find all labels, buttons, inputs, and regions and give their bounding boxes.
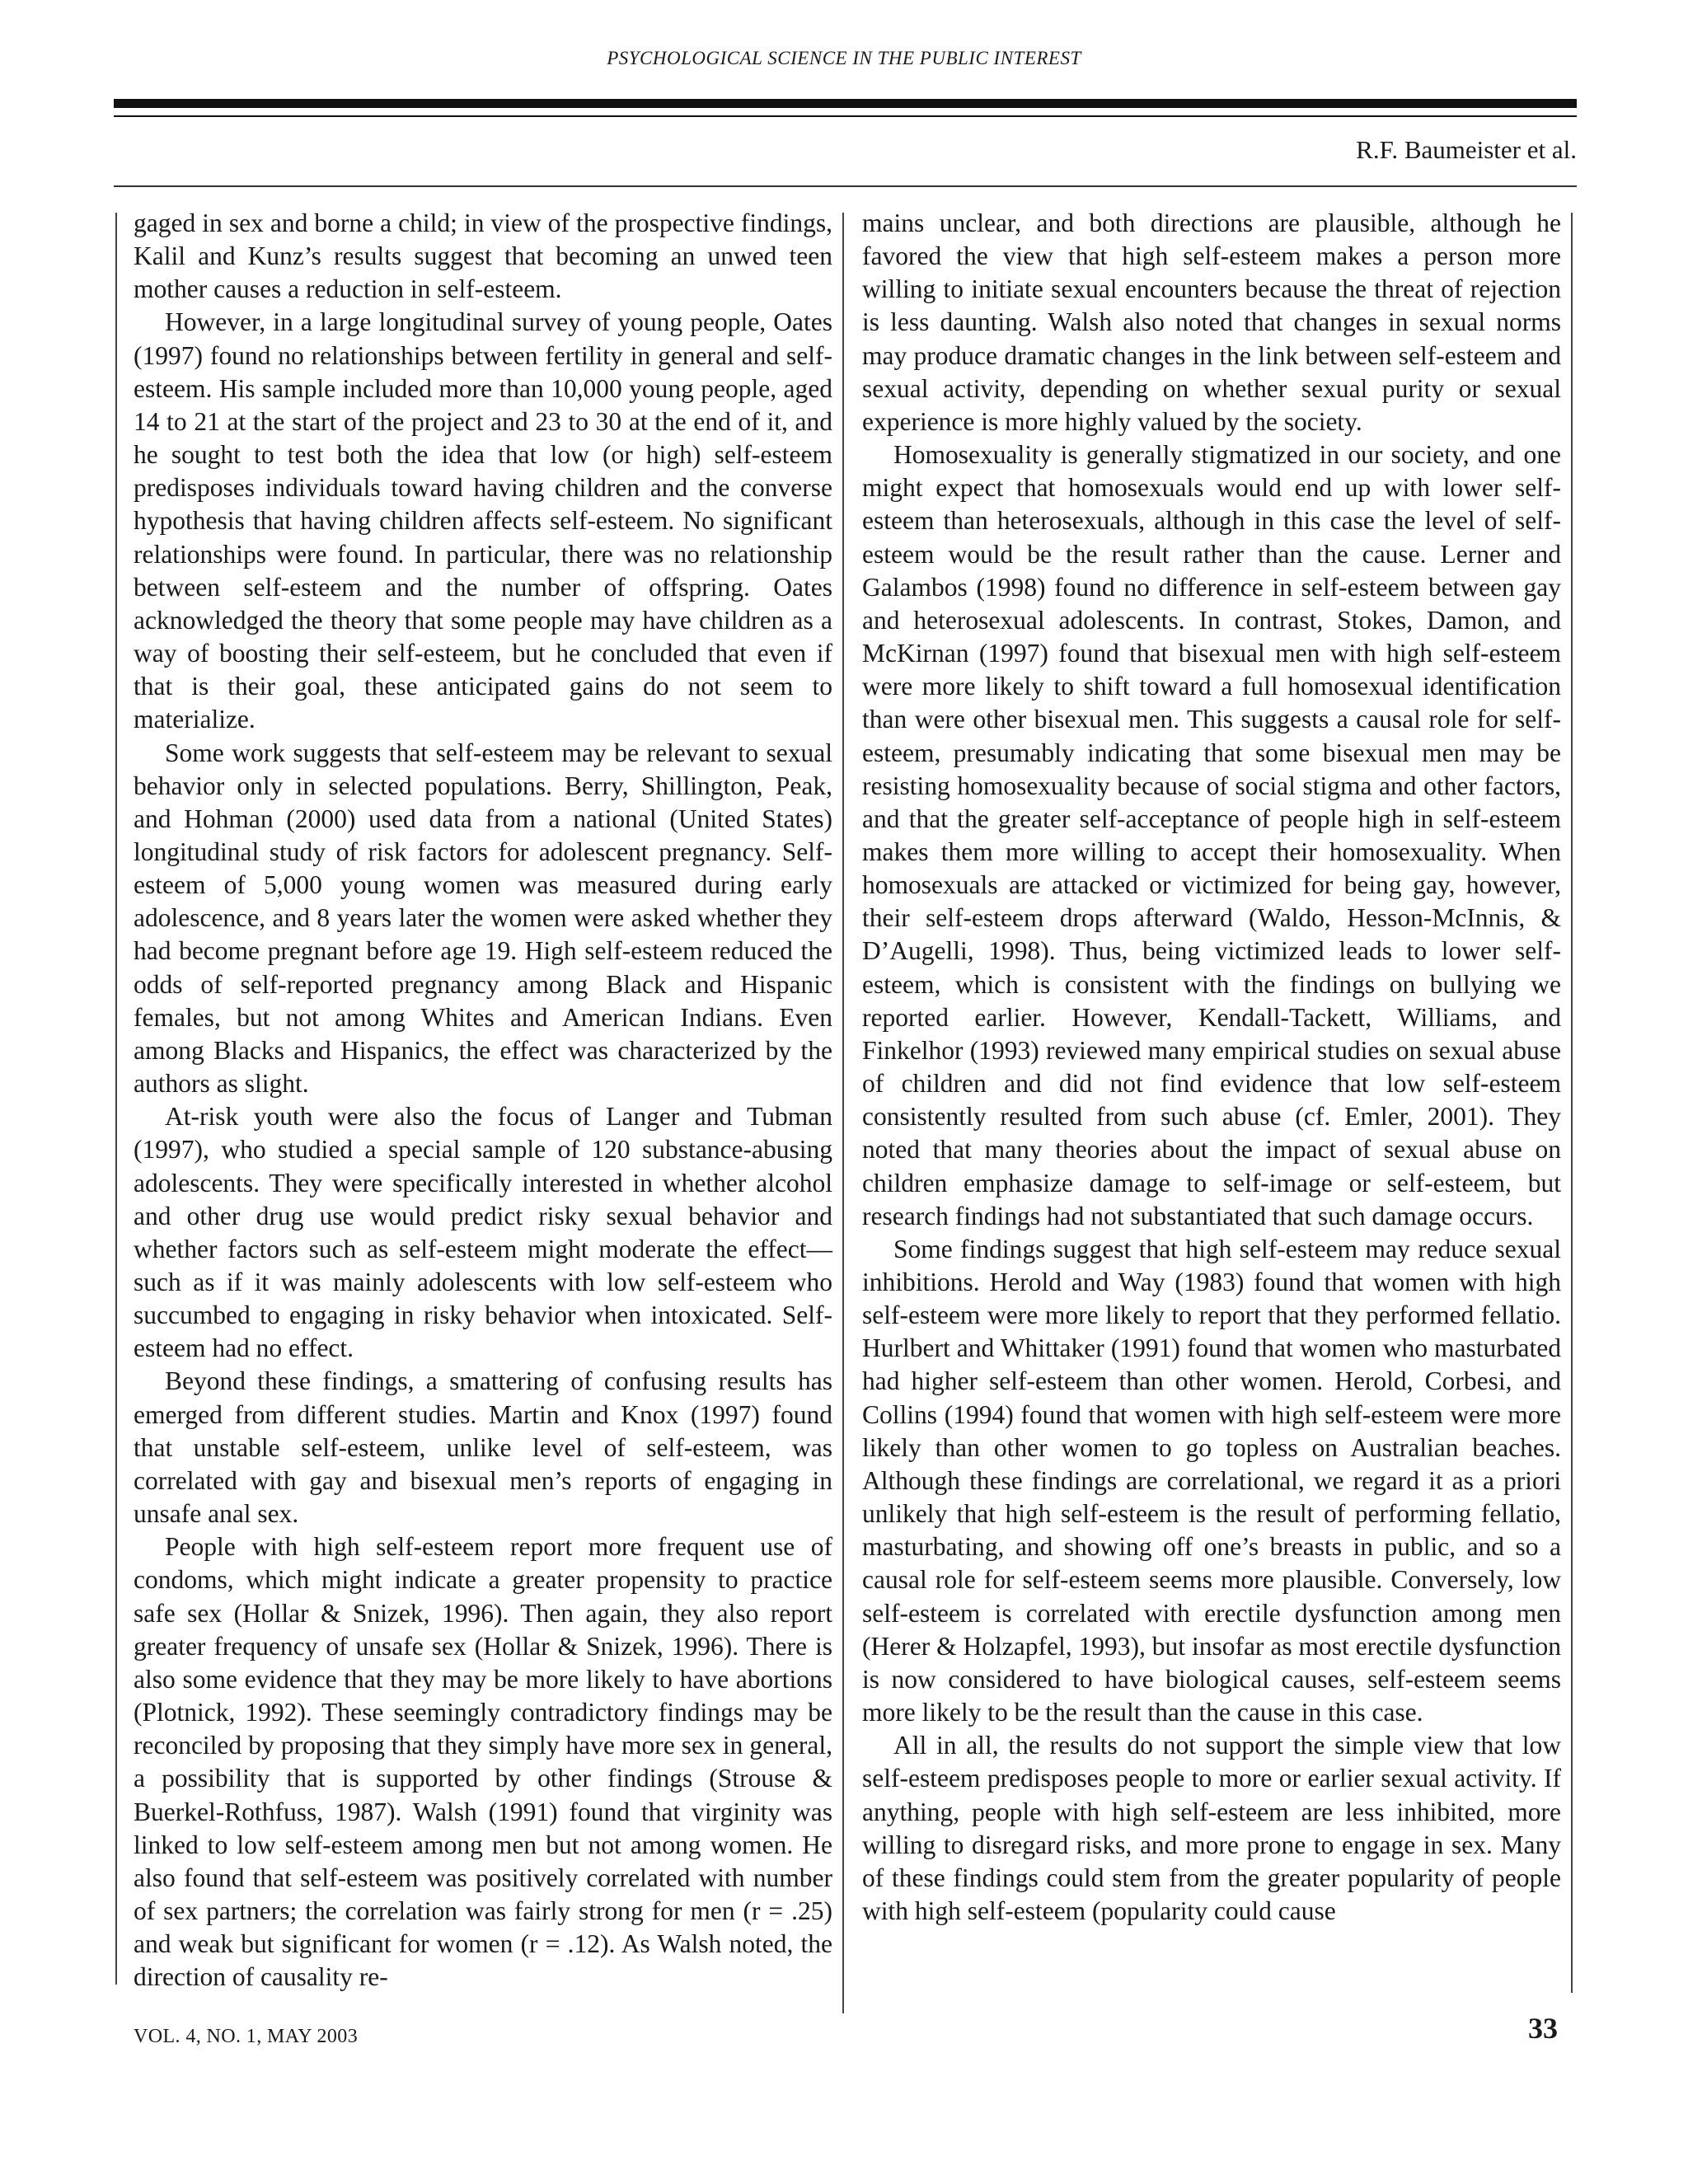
paragraph: People with high self-esteem report more frequent use of condoms, which might indicate a greater propensity to practice safe sex (Hollar & Snizek, 1996). Then again, they also report greater frequency of unsafe sex (Hollar & Snizek, 1996). There is also some evidence that they may be more likely to have abortions (Plotnick, 1992). These seemingly contradictory findings may be reconciled by proposing that they simply have more sex in general, a possibility that is supported by other findings (Strouse & Buerkel-Rothfuss, 1987). Walsh (1991) found that virginity was linked to low self-esteem among men but not among women. He also found that self-esteem was positively correlated with number of sex partners; the correlation was fairly strong for men (r = .25) and weak but significant for women (r = .12). As Walsh noted, the direction of causality re- <box>134 1532 832 1992</box>
right-margin-line <box>1571 213 1573 1993</box>
column-divider-line <box>842 213 844 2013</box>
right-column <box>862 207 1561 1928</box>
paragraph: Some findings suggest that high self-esteem may reduce sexual inhibitions. Herold and Way (1983) found that women with high self-esteem were more likely to report that they performed fellatio. Hurlbert and Whittaker (1991) found that women who masturbated had higher self-esteem than other women. Herold, Corbesi, and Collins (1994) found that women with high self-esteem were more likely than other women to go topless on Australian beaches. Although these findings are correlational, we regard it as a priori unlikely that high self-esteem is the result of performing fellatio, masturbating, and showing off one’s breasts in public, and so a causal role for self-esteem seems more plausible. Conversely, low self-esteem is correlated with erectile dysfunction among men (Herer & Holzapfel, 1993), but insofar as most erectile dysfunction is now considered to have biological causes, self-esteem seems more likely to be the result than the cause in this case. <box>862 1234 1561 1727</box>
paragraph: Beyond these findings, a smattering of confusing results has emerged from different studies. Martin and Knox (1997) found that unstable self-esteem, unlike level of self-esteem, was correlated with gay and bisexual men’s reports of engaging in unsafe anal sex. <box>134 1366 832 1529</box>
paragraph: All in all, the results do not support the simple view that low self-esteem predisposes people to more or earlier sexual activity. If anything, people with high self-esteem are less inhibited, more willing to disregard risks, and more prone to engage in sex. Many of these findings could stem from the greater popularity of people with high self-esteem (popularity could cause <box>862 1731 1561 1925</box>
footer-volume-info: VOL. 4, NO. 1, MAY 2003 <box>134 2026 359 2047</box>
header-thick-rule <box>114 99 1577 108</box>
paragraph: mains unclear, and both directions are plausible, although he favored the view that high self-esteem makes a person more willing to initiate sexual encounters because the threat of rejection is less daunting. Walsh also noted that changes in sexual norms may produce dramatic changes in the link between self-esteem and sexual activity, depending on whether sexual purity or sexual experience is more highly valued by the society. <box>862 209 1561 436</box>
paragraph: At-risk youth were also the focus of Langer and Tubman (1997), who studied a special sample of 120 substance-abusing adolescents. They were specifically interested in whether alcohol and other drug use would predict risky sexual behavior and whether factors such as self-esteem might moderate the effect—such as if it was mainly adolescents with low self-esteem who succumbed to engaging in risky behavior when intoxicated. Self-esteem had no effect. <box>134 1102 832 1363</box>
left-column <box>134 207 832 1994</box>
header-thin-rule <box>114 115 1577 117</box>
paragraph: gaged in sex and borne a child; in view of the prospective findings, Kalil and Kunz’s results suggest that becoming an unwed teen mother causes a reduction in self-esteem. <box>134 209 832 304</box>
paragraph: Some work suggests that self-esteem may be relevant to sexual behavior only in selected populations. Berry, Shillington, Peak, and Hohman (2000) used data from a national (United States) longitudinal study of risk factors for adolescent pregnancy. Self-esteem of 5,000 young women was measured during early adolescence, and 8 years later the women were asked whether they had become pregnant before age 19. High self-esteem reduced the odds of self-reported pregnancy among Black and Hispanic females, but not among Whites and American Indians. Even among Blacks and Hispanics, the effect was characterized by the authors as slight. <box>134 738 832 1099</box>
journal-title: PSYCHOLOGICAL SCIENCE IN THE PUBLIC INTEREST <box>607 48 1081 68</box>
paragraph: However, in a large longitudinal survey of young people, Oates (1997) found no relationships between fertility in general and self-esteem. His sample included more than 10,000 young people, aged 14 to 21 at the start of the project and 23 to 30 at the end of it, and he sought to test both the idea that low (or high) self-esteem predisposes individuals toward having children and the converse hypothesis that having children affects self-esteem. No significant relationships were found. In particular, there was no relationship between self-esteem and the number of offspring. Oates acknowledged the theory that some people may have children as a way of boosting their self-esteem, but he concluded that even if that is their goal, these anticipated gains do not seem to materialize. <box>134 307 832 734</box>
paragraph: Homosexuality is generally stigmatized in our society, and one might expect that homosexuals would end up with lower self-esteem than heterosexuals, although in this case the level of self-esteem would be the result rather than the cause. Lerner and Galambos (1998) found no difference in self-esteem between gay and heterosexual adolescents. In contrast, Stokes, Damon, and McKirnan (1997) found that bisexual men with high self-esteem were more likely to shift toward a full homosexual identification than were other bisexual men. This suggests a causal role for self-esteem, presumably indicating that some bisexual men may be resisting homosexuality because of social stigma and other factors, and that the greater self-acceptance of people high in self-esteem makes them more willing to accept their homosexuality. When homosexuals are attacked or victimized for being gay, however, their self-esteem drops afterward (Waldo, Hesson-McInnis, & D’Augelli, 1998). Thus, being victimized leads to lower self-esteem, which is consistent with the findings on bullying we reported earlier. However, Kendall-Tackett, Williams, and Finkelhor (1993) reviewed many empirical studies on sexual abuse of children and did not find evidence that low self-esteem consistently resulted from such abuse (cf. Emler, 2001). They noted that many theories about the impact of sexual abuse on children emphasize damage to self-image or self-esteem, but research findings had not substantiated that such damage occurs. <box>862 440 1561 1230</box>
left-margin-line <box>115 213 117 1985</box>
page-number: 33 <box>1528 2012 1558 2045</box>
running-head-authors: R.F. Baumeister et al. <box>1356 135 1577 164</box>
header-bottom-rule <box>114 185 1577 187</box>
